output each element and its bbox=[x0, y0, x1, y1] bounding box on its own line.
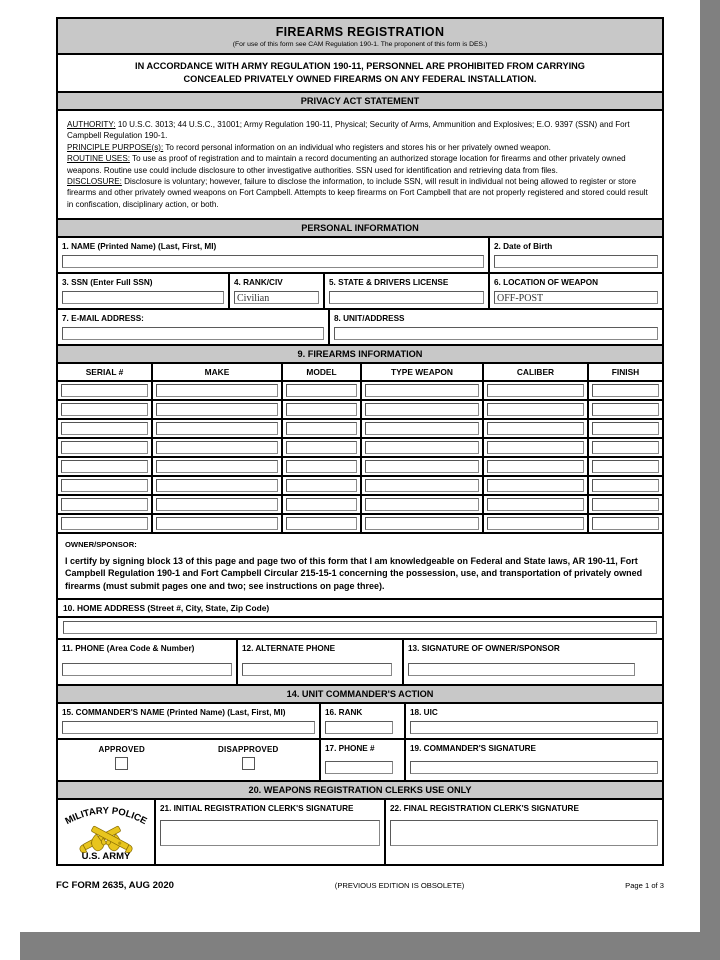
field-dob bbox=[490, 238, 662, 272]
firearms-table-body bbox=[58, 381, 662, 532]
privacy-routine-text: To use as proof of registration and to maintain a record documenting an authorized storage location for firearms and other privately owned weapons. Routine use could include disclosure to other investigative authorities. SSN used for identification and retrieving data from files. bbox=[67, 154, 626, 175]
drivers-license-input[interactable] bbox=[329, 291, 484, 304]
field-phone bbox=[58, 640, 238, 684]
privacy-disclosure bbox=[67, 176, 653, 210]
table-row bbox=[58, 419, 662, 438]
approval-checkbox-group bbox=[62, 743, 315, 770]
initial-clerk-signature-input[interactable] bbox=[160, 820, 380, 846]
cell-caliber[interactable] bbox=[483, 495, 588, 514]
personal-row-name bbox=[58, 238, 662, 274]
make-input[interactable] bbox=[156, 517, 278, 530]
phone-input[interactable] bbox=[62, 663, 232, 676]
commander-row-approval bbox=[58, 740, 662, 782]
cell-model[interactable] bbox=[282, 400, 361, 419]
field-drivers-license-label: 5. STATE & DRIVERS LICENSE bbox=[329, 278, 449, 288]
model-input[interactable] bbox=[286, 460, 357, 473]
type-input[interactable] bbox=[365, 422, 479, 435]
cell-make[interactable] bbox=[152, 514, 282, 532]
model-input[interactable] bbox=[286, 403, 357, 416]
serial-input[interactable] bbox=[61, 460, 148, 473]
field-commander-signature bbox=[406, 740, 662, 780]
cell-caliber[interactable] bbox=[483, 457, 588, 476]
field-alternate-phone bbox=[238, 640, 404, 684]
finish-input[interactable] bbox=[592, 384, 659, 397]
field-alternate-phone-label: 12. ALTERNATE PHONE bbox=[242, 644, 336, 654]
field-commander-signature-label: 19. COMMANDER'S SIGNATURE bbox=[410, 744, 536, 754]
finish-input[interactable] bbox=[592, 498, 659, 511]
type-input[interactable] bbox=[365, 460, 479, 473]
ssn-input[interactable] bbox=[62, 291, 224, 304]
field-commander-rank-label: 16. RANK bbox=[325, 708, 363, 718]
privacy-purpose bbox=[67, 142, 653, 153]
field-commander-rank bbox=[321, 704, 406, 738]
cell-caliber[interactable] bbox=[483, 381, 588, 400]
privacy-authority-label: AUTHORITY: bbox=[67, 120, 116, 129]
field-commander-name bbox=[58, 704, 321, 738]
column-header-type: TYPE WEAPON bbox=[361, 364, 483, 381]
field-initial-clerk-signature bbox=[156, 800, 386, 864]
privacy-authority-text: 10 U.S.C. 3013; 44 U.S.C., 31001; Army Regulation 190-11, Physical; Security of Arms, Ammunition and Explosives; E.O. 9397 (SSN) and Fort Campbell Regulation 190-1. bbox=[67, 120, 630, 141]
approved-label: APPROVED bbox=[98, 745, 146, 755]
cell-type[interactable] bbox=[361, 495, 483, 514]
finish-input[interactable] bbox=[592, 517, 659, 530]
commander-row-name bbox=[58, 704, 662, 740]
cell-finish[interactable] bbox=[588, 419, 662, 438]
cell-finish[interactable] bbox=[588, 514, 662, 532]
cell-caliber[interactable] bbox=[483, 476, 588, 495]
field-name-label: 1. NAME (Printed Name) (Last, First, MI) bbox=[62, 242, 217, 252]
cell-serial[interactable] bbox=[58, 381, 152, 400]
commander-action-heading: 14. UNIT COMMANDER'S ACTION bbox=[58, 686, 662, 704]
type-input[interactable] bbox=[365, 498, 479, 511]
field-ssn-label: 3. SSN (Enter Full SSN) bbox=[62, 278, 153, 288]
form-footer bbox=[56, 880, 664, 891]
cell-finish[interactable] bbox=[588, 457, 662, 476]
privacy-disclosure-label: DISCLOSURE: bbox=[67, 177, 122, 187]
field-email bbox=[58, 310, 330, 344]
firearms-registration-form bbox=[56, 17, 664, 866]
mp-badge-icon bbox=[60, 804, 152, 862]
cell-make[interactable] bbox=[152, 476, 282, 495]
caliber-input[interactable] bbox=[487, 422, 584, 435]
cell-model[interactable] bbox=[282, 381, 361, 400]
disapproved-label: DISAPPROVED bbox=[218, 745, 279, 755]
owner-sponsor-certification bbox=[58, 532, 662, 600]
privacy-routine-label: ROUTINE USES: bbox=[67, 154, 130, 164]
column-header-finish: FINISH bbox=[588, 364, 662, 381]
table-row bbox=[58, 381, 662, 400]
field-phone-label: 11. PHONE (Area Code & Number) bbox=[62, 644, 195, 654]
serial-input[interactable] bbox=[61, 422, 148, 435]
caliber-input[interactable] bbox=[487, 517, 584, 530]
cell-make[interactable] bbox=[152, 495, 282, 514]
caliber-input[interactable] bbox=[487, 384, 584, 397]
serial-input[interactable] bbox=[61, 517, 148, 530]
finish-input[interactable] bbox=[592, 479, 659, 492]
field-location-of-weapon bbox=[490, 274, 662, 308]
type-input[interactable] bbox=[365, 384, 479, 397]
field-commander-name-label: 15. COMMANDER'S NAME (Printed Name) (Last, First, MI) bbox=[62, 708, 286, 718]
table-row bbox=[58, 457, 662, 476]
privacy-authority bbox=[67, 119, 653, 142]
personal-row-email-unit bbox=[58, 310, 662, 346]
finish-input[interactable] bbox=[592, 441, 659, 454]
cell-finish[interactable] bbox=[588, 495, 662, 514]
cell-serial[interactable] bbox=[58, 419, 152, 438]
cell-finish[interactable] bbox=[588, 438, 662, 457]
cell-caliber[interactable] bbox=[483, 419, 588, 438]
field-email-label: 7. E-MAIL ADDRESS: bbox=[62, 314, 144, 324]
model-input[interactable] bbox=[286, 517, 357, 530]
field-dob-label: 2. Date of Birth bbox=[494, 242, 553, 252]
home-address-field bbox=[58, 618, 662, 640]
field-unit-address bbox=[330, 310, 662, 344]
table-row bbox=[58, 514, 662, 532]
caliber-input[interactable] bbox=[487, 403, 584, 416]
field-unit-address-label: 8. UNIT/ADDRESS bbox=[334, 314, 405, 324]
cell-caliber[interactable] bbox=[483, 438, 588, 457]
field-final-clerk-signature-label: 22. FINAL REGISTRATION CLERK'S SIGNATURE bbox=[390, 804, 579, 814]
table-row bbox=[58, 400, 662, 419]
viewer-background-bottom bbox=[20, 932, 720, 960]
field-rank-civ bbox=[230, 274, 325, 308]
make-input[interactable] bbox=[156, 403, 278, 416]
field-final-clerk-signature bbox=[386, 800, 662, 864]
commander-name-input[interactable] bbox=[62, 721, 315, 734]
field-uic-label: 18. UIC bbox=[410, 708, 438, 718]
caliber-input[interactable] bbox=[487, 441, 584, 454]
cell-type[interactable] bbox=[361, 514, 483, 532]
cell-serial[interactable] bbox=[58, 438, 152, 457]
cell-serial[interactable] bbox=[58, 495, 152, 514]
serial-input[interactable] bbox=[61, 479, 148, 492]
make-input[interactable] bbox=[156, 498, 278, 511]
cell-model[interactable] bbox=[282, 419, 361, 438]
disapproved-checkbox[interactable] bbox=[242, 757, 255, 770]
commander-rank-input[interactable] bbox=[325, 721, 393, 734]
cell-make[interactable] bbox=[152, 381, 282, 400]
column-header-make: MAKE bbox=[152, 364, 282, 381]
model-input[interactable] bbox=[286, 384, 357, 397]
column-header-serial: SERIAL # bbox=[58, 364, 152, 381]
cell-serial[interactable] bbox=[58, 457, 152, 476]
column-header-caliber: CALIBER bbox=[483, 364, 588, 381]
svg-text:U.S. ARMY: U.S. ARMY bbox=[81, 851, 131, 863]
cell-make[interactable] bbox=[152, 400, 282, 419]
table-row bbox=[58, 476, 662, 495]
cell-model[interactable] bbox=[282, 457, 361, 476]
uic-input[interactable] bbox=[410, 721, 658, 734]
model-input[interactable] bbox=[286, 498, 357, 511]
make-input[interactable] bbox=[156, 384, 278, 397]
field-initial-clerk-signature-label: 21. INITIAL REGISTRATION CLERK'S SIGNATURE bbox=[160, 804, 354, 814]
svg-text:MILITARY POLICE: MILITARY POLICE bbox=[63, 805, 149, 828]
owner-contact-row bbox=[58, 640, 662, 686]
cell-type[interactable] bbox=[361, 438, 483, 457]
caliber-input[interactable] bbox=[487, 498, 584, 511]
privacy-purpose-label: PRINCIPLE PURPOSE(s): bbox=[67, 142, 164, 152]
field-rank-civ-label: 4. RANK/CIV bbox=[234, 278, 283, 288]
cell-serial[interactable] bbox=[58, 514, 152, 532]
model-input[interactable] bbox=[286, 479, 357, 492]
rank-civ-input[interactable]: Civilian bbox=[234, 291, 319, 304]
final-clerk-signature-input[interactable] bbox=[390, 820, 658, 846]
firearms-table-header-row bbox=[58, 364, 662, 381]
page-title: FIREARMS REGISTRATION bbox=[275, 25, 445, 39]
viewer-background-right bbox=[700, 0, 720, 960]
cell-make[interactable] bbox=[152, 438, 282, 457]
caliber-input[interactable] bbox=[487, 479, 584, 492]
cell-type[interactable] bbox=[361, 457, 483, 476]
form-subtitle: (For use of this form see CAM Regulation 190-1. The proponent of this form is DES.) bbox=[232, 41, 488, 48]
privacy-disclosure-text: Disclosure is voluntary; however, failure to disclose the information, to include SSN, will result in individual not being allowed to register or store firearms and other privately owned weapons on Fort Campbell. Attempts to keep firearms on Fort Campbell that are not properly registered and stored could result in confiscation, disciplinary action, or both. bbox=[67, 177, 648, 209]
caliber-input[interactable] bbox=[487, 460, 584, 473]
type-input[interactable] bbox=[365, 479, 479, 492]
type-input[interactable] bbox=[365, 517, 479, 530]
privacy-act-statement bbox=[58, 111, 662, 220]
privacy-routine bbox=[67, 153, 653, 176]
cell-model[interactable] bbox=[282, 495, 361, 514]
column-header-model: MODEL bbox=[282, 364, 361, 381]
clerks-row bbox=[58, 800, 662, 864]
type-input[interactable] bbox=[365, 403, 479, 416]
field-owner-signature-label: 13. SIGNATURE OF OWNER/SPONSOR bbox=[408, 644, 560, 654]
home-address-label: 10. HOME ADDRESS (Street #, City, State, Zip Code) bbox=[58, 600, 662, 618]
serial-input[interactable] bbox=[61, 403, 148, 416]
regulation-notice-line2: CONCEALED PRIVATELY OWNED FIREARMS ON ANY FEDERAL INSTALLATION. bbox=[183, 74, 537, 84]
make-input[interactable] bbox=[156, 422, 278, 435]
disapproved-option[interactable] bbox=[218, 745, 278, 770]
cell-finish[interactable] bbox=[588, 381, 662, 400]
page-number-label: Page 1 of 3 bbox=[625, 881, 664, 890]
name-input[interactable] bbox=[62, 255, 484, 268]
privacy-act-heading: PRIVACY ACT STATEMENT bbox=[58, 93, 662, 111]
approved-checkbox[interactable] bbox=[115, 757, 128, 770]
model-input[interactable] bbox=[286, 422, 357, 435]
clerks-use-only-heading: 20. WEAPONS REGISTRATION CLERKS USE ONLY bbox=[58, 782, 662, 800]
model-input[interactable] bbox=[286, 441, 357, 454]
finish-input[interactable] bbox=[592, 403, 659, 416]
obsolete-note: (PREVIOUS EDITION IS OBSOLETE) bbox=[334, 881, 465, 890]
serial-input[interactable] bbox=[61, 498, 148, 511]
cell-model[interactable] bbox=[282, 438, 361, 457]
make-input[interactable] bbox=[156, 479, 278, 492]
finish-input[interactable] bbox=[592, 422, 659, 435]
make-input[interactable] bbox=[156, 460, 278, 473]
email-input[interactable] bbox=[62, 327, 324, 340]
alternate-phone-input[interactable] bbox=[242, 663, 392, 676]
commander-signature-input[interactable] bbox=[410, 761, 658, 774]
firearms-information-heading: 9. FIREARMS INFORMATION bbox=[58, 346, 662, 364]
serial-input[interactable] bbox=[61, 384, 148, 397]
field-commander-phone-label: 17. PHONE # bbox=[325, 744, 375, 754]
form-id-label: FC FORM 2635, AUG 2020 bbox=[56, 880, 175, 891]
field-uic bbox=[406, 704, 662, 738]
cell-type[interactable] bbox=[361, 419, 483, 438]
home-address-input[interactable] bbox=[63, 621, 657, 634]
owner-sponsor-label: OWNER/SPONSOR: bbox=[65, 540, 137, 550]
location-of-weapon-input[interactable]: OFF-POST bbox=[494, 291, 658, 304]
cell-model[interactable] bbox=[282, 476, 361, 495]
table-row bbox=[58, 438, 662, 457]
field-name bbox=[58, 238, 490, 272]
approval-checkboxes bbox=[58, 740, 321, 780]
cell-model[interactable] bbox=[282, 514, 361, 532]
cell-serial[interactable] bbox=[58, 400, 152, 419]
certification-text: I certify by signing block 13 of this page and page two of this form that I am knowledgeable on Federal and State laws, AR 190-11, Fort Campbell Regulation 190-1 and Fort Campbell Circular 215-15-1 concerning the possession, use, and transportation of privately owned firearms (must submit pages one and two; see instructions on page three). bbox=[65, 555, 643, 591]
field-commander-phone bbox=[321, 740, 406, 780]
personal-row-ssn bbox=[58, 274, 662, 310]
cell-type[interactable] bbox=[361, 381, 483, 400]
privacy-purpose-text: To record personal information on an individual who registers and stores his or her privately owned weapon. bbox=[163, 142, 551, 152]
regulation-notice-line1: IN ACCORDANCE WITH ARMY REGULATION 190-11, PERSONNEL ARE PROHIBITED FROM CARRYING bbox=[135, 61, 585, 71]
commander-phone-input[interactable] bbox=[325, 761, 393, 774]
cell-finish[interactable] bbox=[588, 400, 662, 419]
form-title-block bbox=[58, 19, 662, 55]
serial-input[interactable] bbox=[61, 441, 148, 454]
military-police-badge bbox=[58, 800, 156, 864]
field-drivers-license bbox=[325, 274, 490, 308]
cell-finish[interactable] bbox=[588, 476, 662, 495]
finish-input[interactable] bbox=[592, 460, 659, 473]
type-input[interactable] bbox=[365, 441, 479, 454]
cell-serial[interactable] bbox=[58, 476, 152, 495]
cell-type[interactable] bbox=[361, 476, 483, 495]
cell-caliber[interactable] bbox=[483, 514, 588, 532]
field-location-of-weapon-label: 6. LOCATION OF WEAPON bbox=[494, 278, 599, 288]
field-ssn bbox=[58, 274, 230, 308]
firearms-table bbox=[58, 364, 662, 532]
owner-signature-input[interactable] bbox=[408, 663, 635, 676]
personal-information-heading: PERSONAL INFORMATION bbox=[58, 220, 662, 238]
cell-make[interactable] bbox=[152, 457, 282, 476]
regulation-notice bbox=[58, 55, 662, 93]
cell-make[interactable] bbox=[152, 419, 282, 438]
table-row bbox=[58, 495, 662, 514]
field-owner-signature bbox=[404, 640, 662, 684]
dob-input[interactable] bbox=[494, 255, 658, 268]
cell-type[interactable] bbox=[361, 400, 483, 419]
cell-caliber[interactable] bbox=[483, 400, 588, 419]
make-input[interactable] bbox=[156, 441, 278, 454]
approved-option[interactable] bbox=[99, 745, 146, 770]
unit-address-input[interactable] bbox=[334, 327, 658, 340]
